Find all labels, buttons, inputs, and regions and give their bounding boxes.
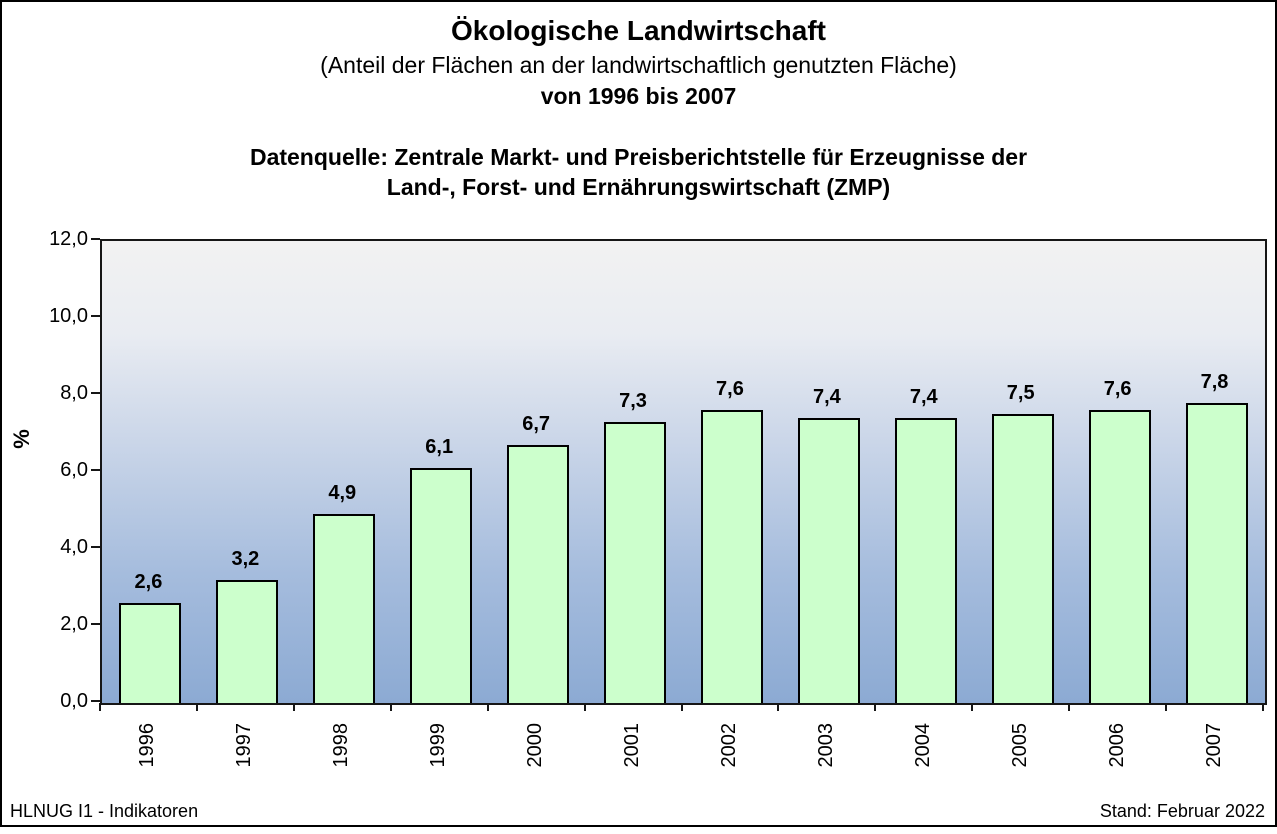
y-axis-tick	[91, 238, 100, 240]
header	[2, 12, 1275, 203]
footer-left-text: HLNUG I1 - Indikatoren	[10, 801, 199, 821]
y-axis-tick-label: 12,0	[49, 228, 88, 250]
x-axis-tick	[1068, 703, 1070, 711]
datasource-line1: Datenquelle: Zentrale Markt- und Preisberichtstelle für Erzeugnisse der	[249, 143, 1028, 170]
x-axis-year-label: 2003	[814, 723, 837, 768]
bar-value-label: 7,3	[619, 389, 647, 412]
x-axis-tick	[584, 703, 586, 711]
bar-value-label: 7,5	[1006, 382, 1035, 405]
y-axis-tick-label: 8,0	[60, 382, 88, 404]
bar-value-label: 4,9	[328, 482, 357, 505]
y-axis-tick-label: 2,0	[60, 613, 88, 635]
x-axis-year-label: 2002	[717, 723, 740, 768]
bar-2000	[507, 445, 569, 703]
bar-2004	[895, 418, 957, 703]
y-axis-tick	[91, 315, 100, 317]
x-axis-year-label: 1999	[427, 723, 450, 768]
plot-area	[100, 239, 1267, 705]
bar-value-label: 7,6	[716, 378, 744, 401]
x-axis-year-label: 2000	[524, 723, 547, 768]
y-axis-tick	[91, 700, 100, 702]
bar-2001	[604, 422, 666, 703]
x-axis-year-label: 1996	[136, 723, 159, 768]
y-axis-title: %	[9, 429, 34, 449]
x-axis-tick	[390, 703, 392, 711]
y-axis-tick-label: 6,0	[60, 459, 88, 481]
bar-value-label: 2,6	[134, 570, 163, 593]
x-axis-tick	[874, 703, 876, 711]
bar-1996	[119, 603, 181, 703]
x-axis-year-label: 2001	[621, 723, 644, 768]
datasource-line2: Land-, Forst- und Ernährungswirtschaft (ZMP)	[386, 173, 891, 200]
bar-value-label: 6,7	[522, 413, 551, 436]
y-axis-tick	[91, 392, 100, 394]
chart-title: Ökologische Landwirtschaft	[451, 15, 826, 46]
x-axis-year-label: 2004	[911, 723, 934, 768]
bar-2006	[1089, 410, 1151, 703]
y-axis-tick	[91, 623, 100, 625]
bar-value-label: 7,4	[812, 386, 841, 409]
y-axis-tick-label: 10,0	[49, 305, 88, 327]
bar-value-label: 7,8	[1200, 370, 1229, 393]
bar-2003	[798, 418, 860, 703]
bar-value-label: 6,1	[425, 436, 454, 459]
x-axis-tick	[293, 703, 295, 711]
x-axis-tick	[1165, 703, 1167, 711]
y-axis-tick	[91, 469, 100, 471]
x-axis-year-label: 1997	[233, 723, 256, 768]
y-axis-tick	[91, 546, 100, 548]
y-axis-tick-label: 0,0	[60, 690, 88, 712]
x-axis-tick	[971, 703, 973, 711]
x-axis-tick	[777, 703, 779, 711]
bar-1998	[313, 514, 375, 703]
chart-datasource	[2, 143, 1275, 203]
x-axis-year-label: 2005	[1008, 723, 1031, 768]
bar-1999	[410, 468, 472, 703]
x-axis-tick	[196, 703, 198, 711]
bar-value-label: 3,2	[231, 547, 260, 570]
bar-value-label: 7,6	[1103, 378, 1132, 401]
bar-2005	[992, 414, 1054, 703]
footer-right-text: Stand: Februar 2022	[1099, 801, 1265, 821]
x-axis-year-label: 2007	[1202, 723, 1225, 768]
x-axis-tick	[487, 703, 489, 711]
bar-2002	[701, 410, 763, 703]
x-axis-tick	[681, 703, 683, 711]
x-axis-tick	[99, 703, 101, 711]
y-axis-tick-label: 4,0	[60, 536, 88, 558]
bar-1997	[216, 580, 278, 703]
bar-2007	[1186, 403, 1248, 703]
x-axis-year-label: 1998	[330, 723, 353, 768]
bar-value-label: 7,4	[909, 386, 938, 409]
x-axis-tick	[1262, 703, 1264, 711]
chart-subtitle: (Anteil der Flächen an der landwirtschaftlich genutzten Fläche)	[320, 51, 957, 78]
chart-period: von 1996 bis 2007	[540, 82, 737, 109]
x-axis-year-label: 2006	[1105, 723, 1128, 768]
